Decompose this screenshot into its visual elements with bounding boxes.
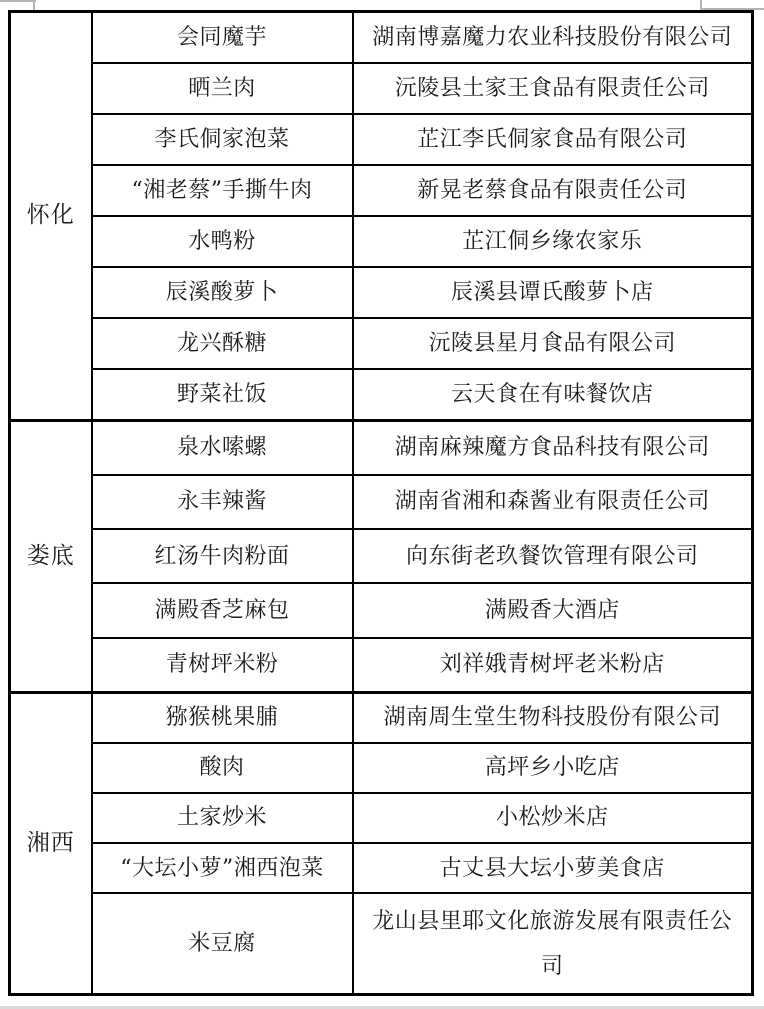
region-cell-huaihua: 怀化 (10, 12, 92, 421)
producer-cell: 满殿香大酒店 (353, 583, 753, 637)
producer-cell: 向东街老玖餐饮管理有限公司 (353, 529, 753, 583)
food-cell: 水鸭粉 (92, 216, 353, 267)
table-row (10, 12, 753, 63)
table-row (10, 267, 753, 318)
table-row (10, 893, 753, 994)
table-row (10, 421, 753, 475)
food-cell: 晒兰肉 (92, 63, 353, 114)
table-row (10, 638, 753, 692)
food-cell: 酸肉 (92, 743, 353, 793)
producer-cell: 古丈县大坛小萝美食店 (353, 843, 753, 893)
table-row (10, 63, 753, 114)
table-row (10, 529, 753, 583)
food-cell: 米豆腐 (92, 893, 353, 994)
region-cell-loudi: 娄底 (10, 421, 92, 693)
producer-cell: 湖南麻辣魔方食品科技有限公司 (353, 421, 753, 475)
producer-cell: 云天食在有味餐饮店 (353, 369, 753, 420)
region-cell-xiangxi: 湘西 (10, 692, 92, 994)
producer-cell: 刘祥娥青树坪老米粉店 (353, 638, 753, 692)
producer-cell: 湖南省湘和森酱业有限责任公司 (353, 475, 753, 529)
cropped-table-remnant-top-left-horizontal (0, 0, 36, 2)
food-cell: 辰溪酸萝卜 (92, 267, 353, 318)
table-row (10, 216, 753, 267)
food-cell: 泉水嗦螺 (92, 421, 353, 475)
food-cell: 野菜社饭 (92, 369, 353, 420)
table-row (10, 318, 753, 369)
producer-cell: 芷江侗乡缘农家乐 (353, 216, 753, 267)
food-cell: “湘老蔡”手撕牛肉 (92, 165, 353, 216)
table-row (10, 843, 753, 893)
table-row (10, 793, 753, 843)
table-row (10, 743, 753, 793)
table-row (10, 692, 753, 743)
food-cell: 青树坪米粉 (92, 638, 353, 692)
producer-cell: 芷江李氏侗家食品有限公司 (353, 114, 753, 165)
table-row (10, 114, 753, 165)
producer-cell: 沅陵县星月食品有限公司 (353, 318, 753, 369)
table-row (10, 475, 753, 529)
table-row (10, 583, 753, 637)
food-cell: 永丰辣酱 (92, 475, 353, 529)
producer-cell: 辰溪县谭氏酸萝卜店 (353, 267, 753, 318)
food-cell: 土家炒米 (92, 793, 353, 843)
food-cell: 龙兴酥糖 (92, 318, 353, 369)
producer-cell: 沅陵县土家王食品有限责任公司 (353, 63, 753, 114)
food-cell: 红汤牛肉粉面 (92, 529, 353, 583)
food-cell: 李氏侗家泡菜 (92, 114, 353, 165)
food-cell: 猕猴桃果脯 (92, 692, 353, 743)
producer-cell: 高坪乡小吃店 (353, 743, 753, 793)
producer-cell: 湖南周生堂生物科技股份有限公司 (353, 692, 753, 743)
table-row (10, 369, 753, 420)
region-food-producer-table (8, 10, 754, 996)
cropped-table-remnant-top-left-vertical (33, 0, 35, 10)
food-cell: 满殿香芝麻包 (92, 583, 353, 637)
producer-cell: 新晃老蔡食品有限责任公司 (353, 165, 753, 216)
food-cell: “大坛小萝”湘西泡菜 (92, 843, 353, 893)
producer-cell: 龙山县里耶文化旅游发展有限责任公司 (353, 893, 753, 994)
producer-cell: 小松炒米店 (353, 793, 753, 843)
food-cell: 会同魔芋 (92, 12, 353, 63)
table-row (10, 165, 753, 216)
producer-cell: 湖南博嘉魔力农业科技股份有限公司 (353, 12, 753, 63)
